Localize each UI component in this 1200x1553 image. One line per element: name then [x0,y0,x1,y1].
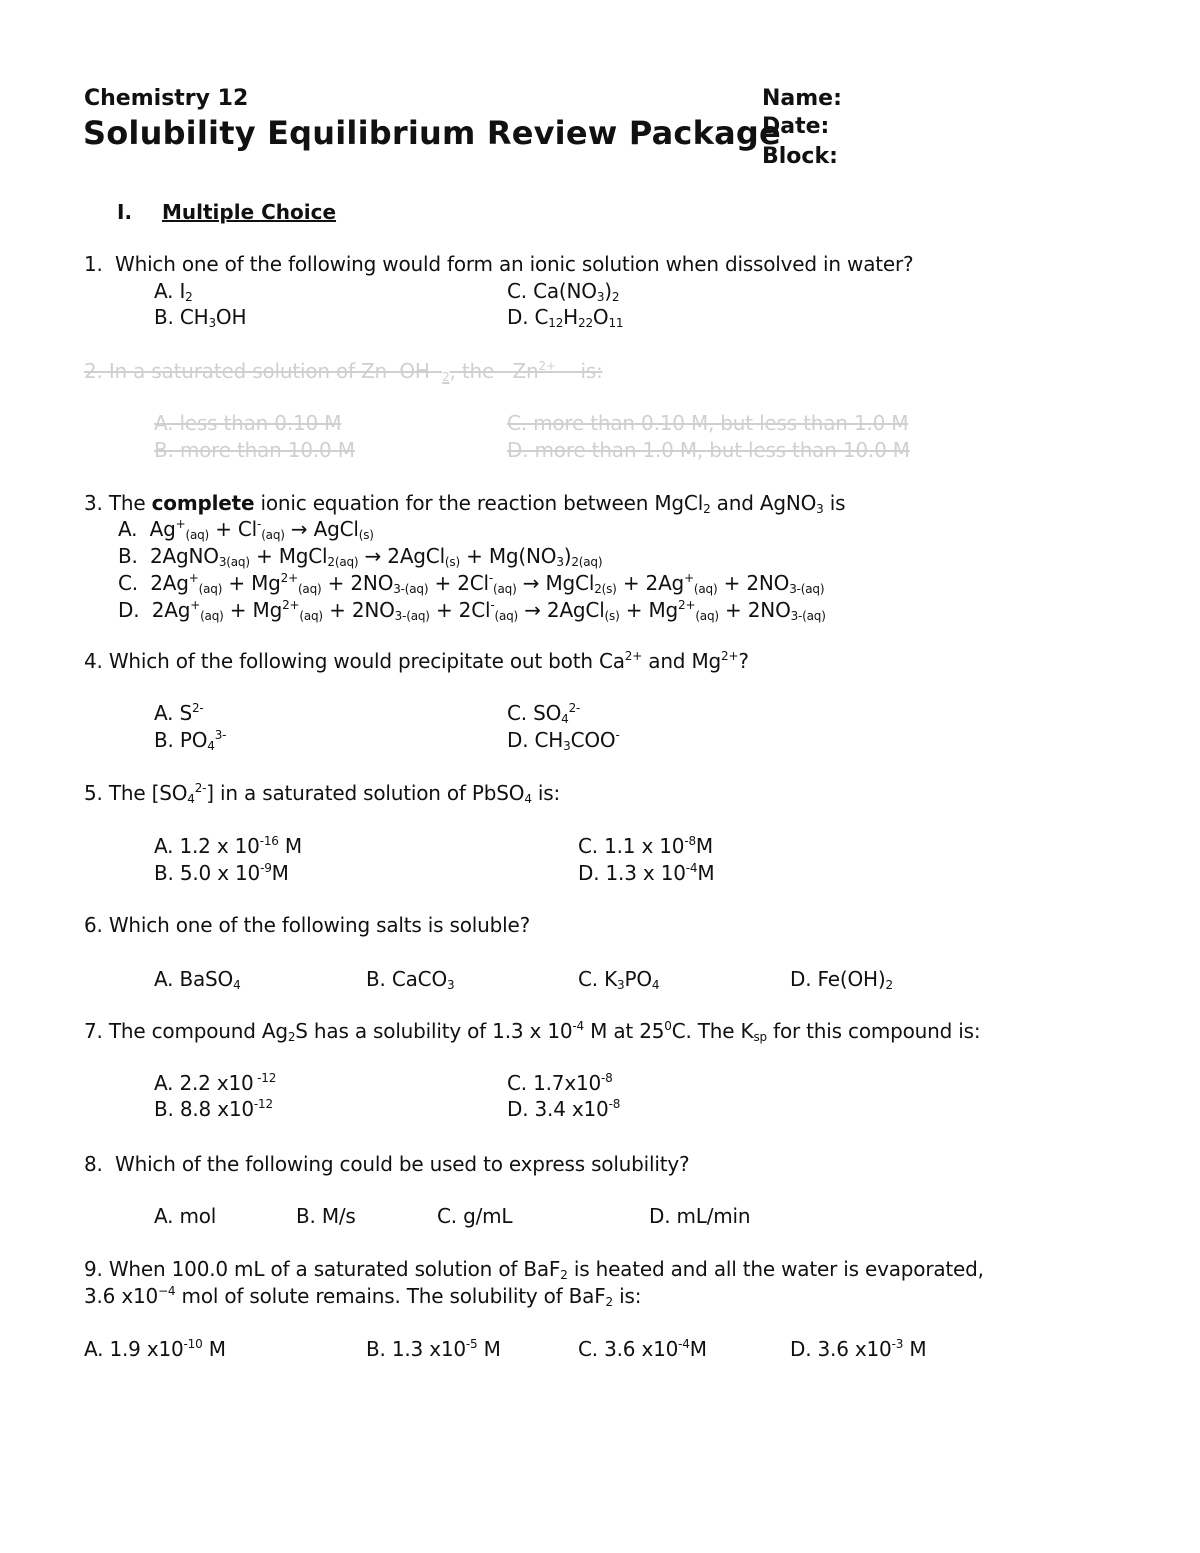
q4-option-b: B. $PO_4^{3-}$ [154,728,227,753]
section-heading [117,200,336,224]
q2-option-b: B. more than 10.0 M [154,438,355,462]
q8-option-a: A. mol [154,1204,217,1228]
question-number: 1. [84,252,103,276]
q7-option-c: C. $1.7x10^{-8}$ [507,1071,613,1095]
q6-option-b: B. CaCO$_3$ [366,967,455,992]
q6-option-d: D. $Fe(OH)_2$ [790,967,893,992]
question-3: 3. The complete ionic equation for the reaction between MgCl$_2$ and AgNO$_3$ is [84,491,846,516]
q4-option-c: C. $SO_4^{2-}$ [507,701,581,726]
q5-option-d: D. 1.3 x $10^{-4}M$ [578,861,715,885]
q1-option-d: D. $C_{12}H_{22}O_{11}$ [507,305,624,330]
q3-option-b: B. 2AgNO$_{3(aq)}$ + MgCl$_{2(aq)}$ → 2AgCl$_{(s)}$ + $Mg(NO_3)_{2(aq)}$ [118,544,603,569]
q2-option-a: A. less than 0.10 M [154,411,342,435]
question-7: 7. The compound $Ag_2S$ has a solubility of 1.3 x $10^{-4}$ M at $25^0C$. The $K_{sp}$ for this compound is: [84,1019,981,1044]
name-label: Name: [762,86,842,111]
q8-option-d: D. mL/min [649,1204,751,1228]
q7-option-d: D. 3.4 $x10^{-8}$ [507,1097,621,1121]
q6-option-a: A. BaSO$_4$ [154,967,241,992]
q1-option-a: A. $I_2$ [154,279,193,304]
question-9: 9. When 100.0 mL of a saturated solution of BaF$_2$ is heated and all the water is evaporated, [84,1257,984,1282]
q1-option-b: B. $CH_3OH$ [154,305,247,330]
block-label: Block: [762,144,838,169]
q5-option-a: A. 1.2 x $10^{-16}$ M [154,834,302,858]
q9-option-a: A. 1.9 $x10^{-10}$ M [84,1337,226,1361]
q1-option-c: C. $Ca(NO_3)_2$ [507,279,620,304]
q6-option-c: C. $K_3PO_4$ [578,967,660,992]
question-8: 8. Which of the following could be used to express solubility? [84,1152,690,1176]
section-numeral: I. [117,200,133,224]
question-4: 4. Which of the following would precipitate out both $Ca^{2+}$ and $Mg^{2+}$? [84,649,749,673]
q9-option-d: D. 3.6 $x10^{-3}$ M [790,1337,927,1361]
q7-option-a: A. 2.2 x10 $^{-12}$ [154,1071,277,1095]
q8-option-c: C. g/mL [437,1204,513,1228]
q8-option-b: B. M/s [296,1204,356,1228]
question-2-struck: 2. In a saturated solution of Zn OH $_2$, the $Zn^{2+}$ is: [84,359,603,384]
q4-option-a: A. $S^{2-}$ [154,701,204,725]
q7-option-b: B. 8.8 $x10^{-12}$ [154,1097,273,1121]
q4-option-d: D. $CH_3COO^-$ [507,728,620,753]
section-title: Multiple Choice [161,200,337,224]
question-5: 5. The $[SO_4^{2-}]$ in a saturated solution of PbSO$_4$ is: [84,781,561,806]
q3-option-a: A. $Ag^+_{(aq)} + Cl^-_{(aq)}$ → AgCl$_{(s)}$ [118,517,374,542]
q5-option-c: C. 1.1 x $10^{-8}M$ [578,834,713,858]
question-6: 6. Which one of the following salts is soluble? [84,913,531,937]
q5-option-b: B. 5.0 x $10^{-9}M$ [154,861,289,885]
course-title: Chemistry 12 [84,86,249,111]
question-1 [84,251,913,277]
question-9-line-2: 3.6 $x10^{-4}$ mol of solute remains. The solubility of BaF$_2$ is: [84,1284,642,1309]
date-label: Date: [762,114,830,139]
q3-option-d: D. $2Ag^+_{(aq)} + Mg^{2+}_{(aq)} + 2NO_{3-(aq)} + 2Cl^-_{(aq)}$ → 2AgCl$_{(s)}$ + $Mg^{2+}_{(aq)} + 2NO_{3-(aq)}$ [118,598,826,623]
q2-option-c: C. more than 0.10 M, but less than 1.0 M [507,411,909,435]
question-text: Which one of the following would form an ionic solution when dissolved in water? [115,252,914,276]
page-title: Solubility Equilibrium Review Package [83,114,781,152]
q9-option-c: C. 3.6 $x10^{-4}M$ [578,1337,707,1361]
q9-option-b: B. 1.3 $x10^{-5}$ M [366,1337,501,1361]
q3-option-c: C. $2Ag^+_{(aq)} + Mg^{2+}_{(aq)} + 2NO_{3-(aq)} + 2Cl^-_{(aq)}$ → MgCl$_{2(s)}$ + $2Ag^+_{(aq)} + 2NO_{3-(aq)}$ [118,571,825,596]
q2-option-d: D. more than 1.0 M, but less than 10.0 M [507,438,910,462]
